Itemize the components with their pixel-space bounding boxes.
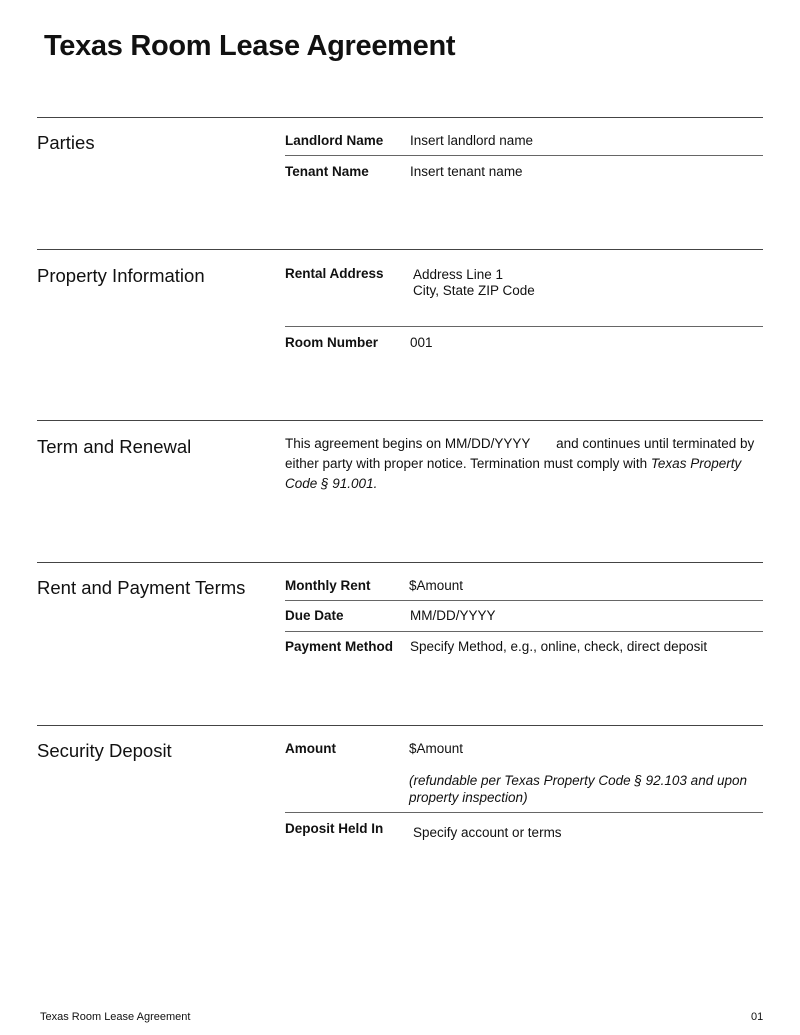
- section-divider: [37, 249, 763, 250]
- deposit-refund-note-line-2: property inspection): [409, 790, 528, 805]
- room-number-label: Room Number: [285, 335, 379, 350]
- deposit-amount-label: Amount: [285, 741, 336, 756]
- room-number-value[interactable]: 001: [410, 335, 433, 350]
- tenant-name-value[interactable]: Insert tenant name: [410, 164, 523, 179]
- section-heading-rent: Rent and Payment Terms: [37, 577, 246, 598]
- address-line-1-value[interactable]: Address Line 1: [413, 267, 504, 282]
- section-heading-term: Term and Renewal: [37, 436, 192, 457]
- landlord-name-label: Landlord Name: [285, 133, 384, 148]
- deposit-held-in-label: Deposit Held In: [285, 821, 384, 836]
- row-divider: [285, 631, 763, 632]
- section-heading-deposit: Security Deposit: [37, 740, 172, 761]
- term-text-begin: This agreement begins on: [285, 436, 442, 451]
- section-divider: [37, 725, 763, 726]
- section-heading-parties: Parties: [37, 132, 95, 153]
- deposit-refund-note-line-1: (refundable per Texas Property Code § 92.103 and upon: [409, 773, 747, 788]
- section-divider: [37, 562, 763, 563]
- section-divider: [37, 420, 763, 421]
- start-date-value[interactable]: MM/DD/YYYY: [444, 436, 531, 451]
- address-line-2-value[interactable]: City, State ZIP Code: [413, 283, 535, 298]
- deposit-held-in-value[interactable]: Specify account or terms: [413, 825, 562, 840]
- section-heading-property: Property Information: [37, 265, 205, 286]
- due-date-label: Due Date: [285, 608, 344, 623]
- payment-method-value[interactable]: Specify Method, e.g., online, check, direct deposit: [410, 639, 708, 654]
- monthly-rent-value[interactable]: $Amount: [409, 578, 464, 593]
- term-text-continue: and continues until terminated by either party with proper notice. Termination must comply with: [285, 436, 755, 471]
- monthly-rent-label: Monthly Rent: [285, 578, 371, 593]
- deposit-amount-value[interactable]: $Amount: [409, 741, 464, 756]
- payment-method-label: Payment Method: [285, 639, 394, 654]
- rental-address-label: Rental Address: [285, 266, 384, 281]
- texas-property-code-reference: Texas Property Code § 91.001.: [285, 456, 742, 491]
- page-number: 01: [751, 1011, 764, 1023]
- row-divider: [285, 812, 763, 813]
- row-divider: [285, 600, 763, 601]
- landlord-name-value[interactable]: Insert landlord name: [410, 133, 534, 148]
- page-title: Texas Room Lease Agreement: [44, 30, 456, 62]
- row-divider: [285, 155, 763, 156]
- footer-title: Texas Room Lease Agreement: [40, 1011, 191, 1023]
- due-date-value[interactable]: MM/DD/YYYY: [410, 608, 496, 623]
- section-divider: [37, 117, 763, 118]
- tenant-name-label: Tenant Name: [285, 164, 369, 179]
- term-paragraph: [285, 434, 755, 494]
- row-divider: [285, 326, 763, 327]
